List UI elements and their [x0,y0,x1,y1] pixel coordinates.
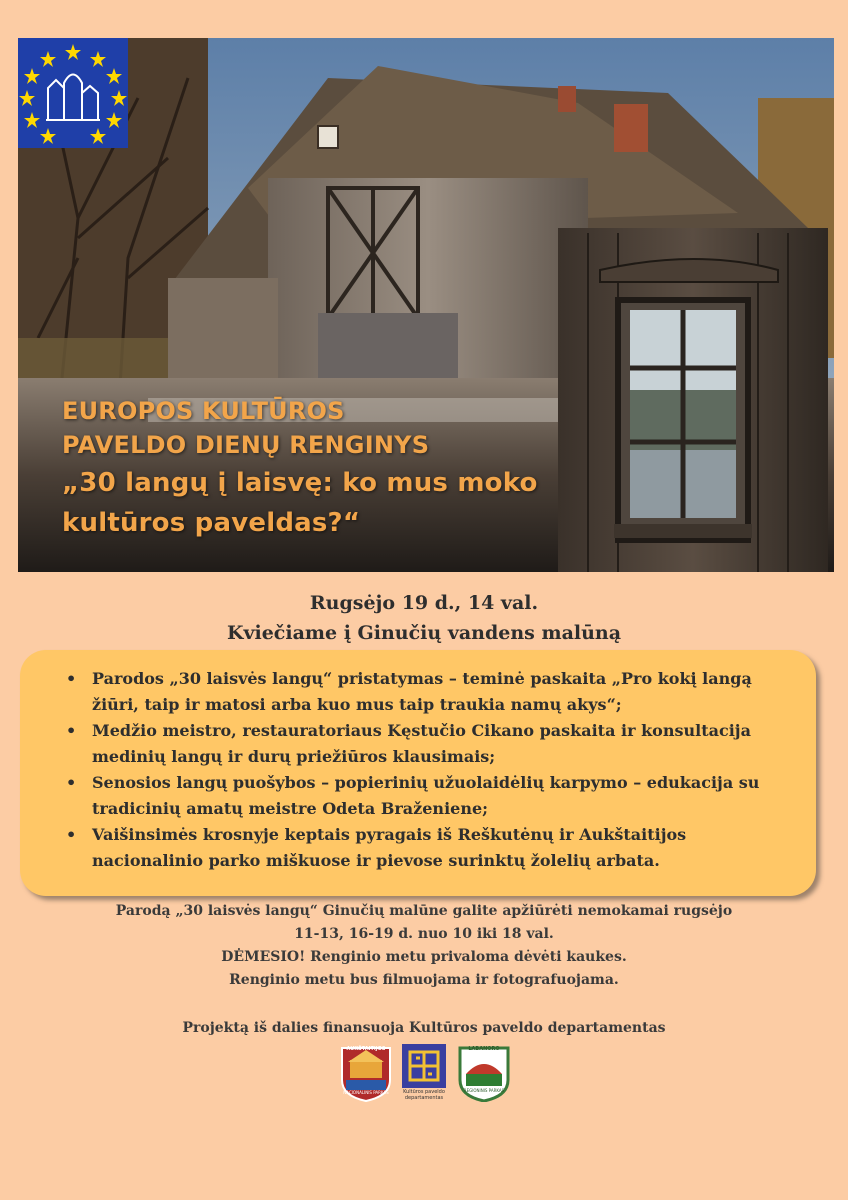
heritage-department-caption-line1: Kultūros paveldo [403,1089,445,1095]
hero-title [62,394,538,542]
heritage-department-caption [396,1089,452,1101]
program-item: • Vaišinsimės krosnyje keptais pyragais iš Reškutėnų ir Aukštaitijos nacionalinio parko miškuose ir pievose surinktų žolelių arbata. [92,822,772,874]
filming-notice: Renginio metu bus filmuojama ir fotografuojama. [229,972,619,988]
heritage-department-logo [402,1044,446,1088]
exhibition-info [0,900,848,992]
program-item: • Medžio meistro, restauratoriaus Kęstučio Cikano paskaita ir konsultacija medinių langų ir durų priežiūros klausimais; [92,718,772,770]
funding-note: Projektą iš dalies finansuoja Kultūros paveldo departamentas [182,1020,666,1036]
hero-photo [18,38,834,572]
event-type-line1: EUROPOS KULTŪROS [62,397,345,425]
labanoras-logo-top-text: LABANORO [468,1046,500,1052]
mask-notice: DĖMESIO! Renginio metu privaloma dėvėti kaukes. [221,949,627,965]
european-heritage-days-logo [18,38,128,148]
labanoras-logo-bottom-text: REGIONINIS PARKAS [463,1088,505,1093]
event-name-line1: „30 langų į laisvę: ko mus moko [62,468,538,498]
program-item: • Senosios langų puošybos – popierinių užuolaidėlių karpymo – edukacija su tradicinių amatų meistre Odeta Braženiene; [92,770,772,822]
exhibition-info-line1: Parodą „30 laisvės langų“ Ginučių malūne galite apžiūrėti nemokamai rugsėjo [115,903,733,919]
aukstaitija-logo-top-text: AUKŠTAITIJOS [346,1046,386,1052]
program-list [20,650,816,874]
event-date: Rugsėjo 19 d., 14 val. [309,592,539,614]
labanoras-park-logo [456,1044,512,1102]
event-type-line2: PAVELDO DIENŲ RENGINYS [62,431,430,459]
exhibition-info-line2: 11-13, 16-19 d. nuo 10 iki 18 val. [294,926,554,942]
heritage-department-caption-line2: departamentas [404,1095,444,1101]
program-item: • Parodos „30 laisvės langų“ pristatymas – teminė paskaita „Pro kokį langą žiūri, taip ir matosi arba kuo mus taip traukia namų akys“; [92,666,772,718]
event-name-line2: kultūros paveldas?“ [62,508,361,538]
aukstaitija-logo-bottom-text: NACIONALINIS PARKAS [343,1090,389,1095]
program-box [20,650,816,896]
event-invite: Kviečiame į Ginučių vandens malūną [226,622,622,644]
